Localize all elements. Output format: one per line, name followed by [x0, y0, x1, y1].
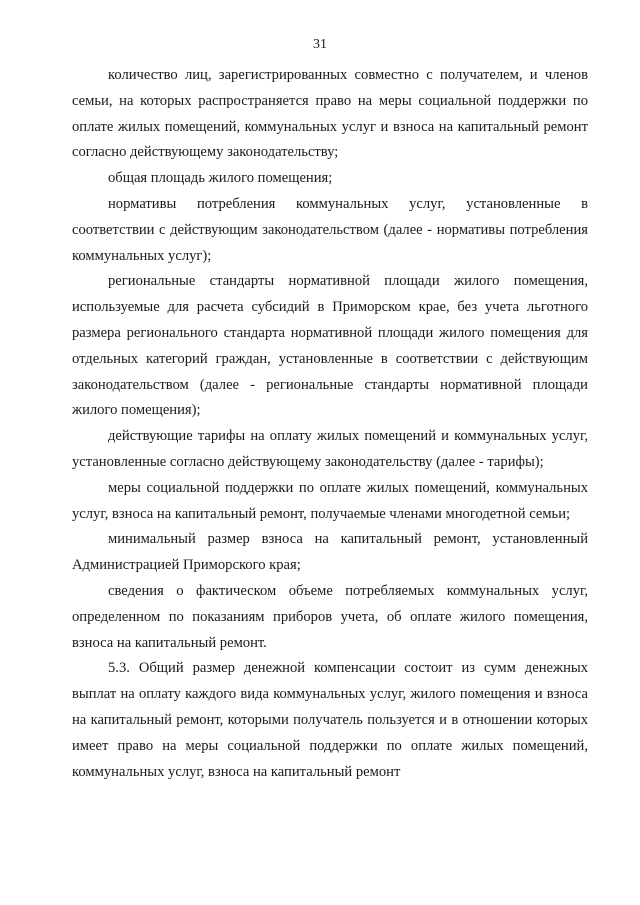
paragraph-section-5-3: 5.3. Общий размер денежной компенсации состоит из сумм денежных выплат на оплату каждого вида коммунальных услуг, жилого помещения и взноса на капитальный ремонт, которыми получатель пользуется и в отношении которых имеет право на меры социальной поддержки по оплате жилых помещений, коммунальных услуг, взноса на капитальный ремонт	[72, 660, 588, 780]
paragraph-actual-consumption: сведения о фактическом объеме потребляемых коммунальных услуг, определенном по показаниям приборов учета, об оплате жилого помещения, взноса на капитальный ремонт.	[72, 582, 588, 651]
paragraph-minimum-contribution: минимальный размер взноса на капитальный ремонт, установленный Администрацией Приморского края;	[72, 531, 588, 574]
page-number: 31	[313, 37, 327, 52]
paragraph-regional-standards: региональные стандарты нормативной площади жилого помещения, используемые для расчета субсидий в Приморском крае, без учета льготного размера регионального стандарта нормативной площади жилого помещения для отдельных категорий граждан, установленные в соответствии с действующим законодательством (далее - региональные стандарты нормативной площади жилого помещения);	[72, 273, 588, 419]
paragraph-consumption-norms: нормативы потребления коммунальных услуг, установленные в соответствии с действующим законодательством (далее - нормативы потребления коммунальных услуг);	[72, 195, 588, 264]
paragraph-household-members: количество лиц, зарегистрированных совместно с получателем, и членов семьи, на которых распространяется право на меры социальной поддержки по оплате жилых помещений, коммунальных услуг и взноса на капитальный ремонт согласно действующему законодательству;	[72, 67, 588, 161]
paragraph-support-measures: меры социальной поддержки по оплате жилых помещений, коммунальных услуг, взноса на капитальный ремонт, получаемые членами многодетной семьи;	[72, 479, 588, 522]
paragraph-tariffs: действующие тарифы на оплату жилых помещений и коммунальных услуг, установленные согласно действующему законодательству (далее - тарифы);	[72, 428, 588, 470]
paragraph-total-area: общая площадь жилого помещения;	[108, 170, 333, 187]
document-body	[72, 63, 588, 785]
